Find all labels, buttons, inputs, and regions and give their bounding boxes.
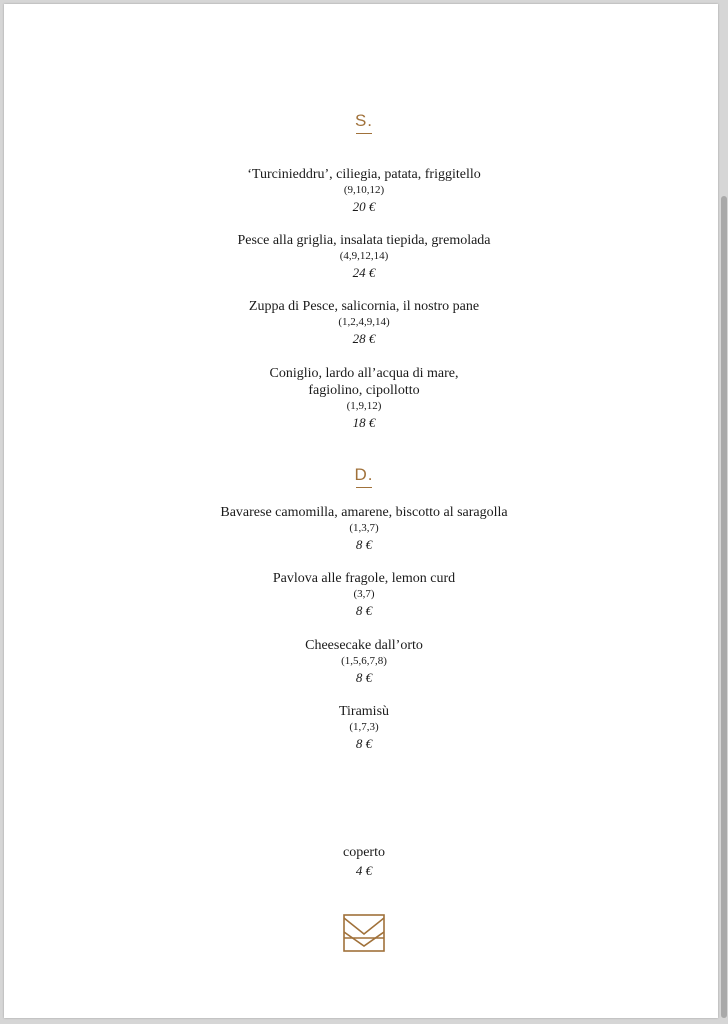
menu-item: [0, 365, 728, 432]
item-price: 18 €: [352, 415, 376, 430]
item-allergens: (4,9,12,14): [339, 250, 389, 262]
item-name: ‘Turcinieddru’, ciliegia, patata, friggitello: [247, 167, 481, 182]
cover-label: coperto: [343, 845, 385, 860]
item-price: 28 €: [352, 331, 376, 346]
item-name: Pesce alla griglia, insalata tiepida, gremolada: [237, 233, 491, 248]
section-heading-d: D.: [354, 465, 374, 484]
menu-item: [0, 298, 728, 348]
section-heading-s: S.: [354, 111, 374, 130]
item-price: 8 €: [355, 603, 373, 618]
cover-charge: [0, 844, 728, 880]
item-allergens: (1,5,6,7,8): [341, 655, 387, 667]
item-price: 8 €: [355, 736, 373, 751]
menu-item: [0, 166, 728, 216]
item-allergens: (1,2,4,9,14): [338, 316, 390, 328]
item-name: Tiramisù: [338, 704, 390, 719]
item-allergens: (9,10,12): [343, 184, 385, 196]
item-price: 8 €: [355, 537, 373, 552]
menu-item: [0, 637, 728, 687]
cover-price: 4 €: [355, 863, 373, 878]
item-allergens: (1,9,12): [346, 400, 382, 412]
menu-item: [0, 232, 728, 282]
envelope-logo-icon: [343, 914, 385, 952]
item-name-line1: Coniglio, lardo all’acqua di mare,: [269, 366, 459, 381]
item-name: Cheesecake dall’orto: [305, 638, 423, 653]
item-name: Zuppa di Pesce, salicornia, il nostro pane: [248, 299, 480, 314]
item-allergens: (1,7,3): [349, 721, 379, 733]
item-price: 20 €: [352, 199, 376, 214]
item-allergens: (3,7): [353, 588, 375, 600]
item-name-line2: fagiolino, cipollotto: [308, 383, 420, 398]
section-rule-s: [356, 133, 372, 134]
item-allergens: (1,3,7): [349, 522, 379, 534]
menu-item: [0, 703, 728, 753]
item-name: Pavlova alle fragole, lemon curd: [272, 571, 456, 586]
item-price: 24 €: [352, 265, 376, 280]
section-rule-d: [356, 487, 372, 488]
item-name: Bavarese camomilla, amarene, biscotto al saragolla: [220, 505, 508, 520]
menu-item: [0, 570, 728, 620]
item-price: 8 €: [355, 670, 373, 685]
menu-item: [0, 504, 728, 554]
